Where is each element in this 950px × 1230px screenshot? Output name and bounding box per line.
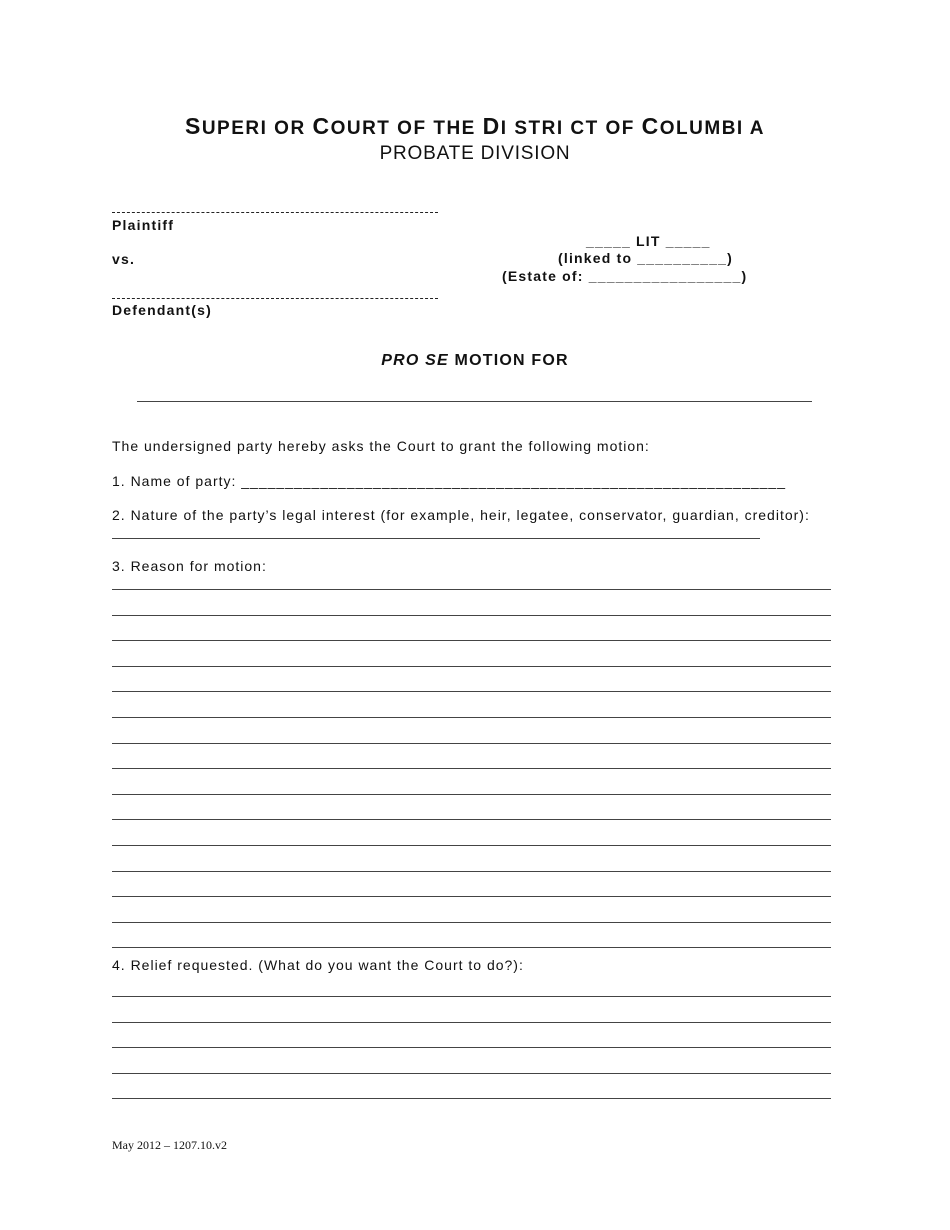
estate-of-field[interactable]: (Estate of: _________________) [502, 268, 748, 284]
plaintiff-label: Plaintiff [112, 217, 175, 233]
motion-title-field[interactable] [137, 401, 812, 402]
motion-for-label: MOTION FOR [448, 352, 569, 369]
title-part: OR [267, 118, 313, 139]
vs-label: vs. [112, 251, 136, 267]
reason-line[interactable] [112, 871, 831, 872]
relief-line[interactable] [112, 1098, 831, 1099]
party-name-item[interactable]: 1. Name of party: ______________________________________________________________ [112, 473, 787, 489]
reason-line[interactable] [112, 615, 831, 616]
reason-line[interactable] [112, 666, 831, 667]
reason-line[interactable] [112, 691, 831, 692]
relief-line[interactable] [112, 996, 831, 997]
title-part: DI STRI CT OF [482, 113, 642, 139]
reason-line[interactable] [112, 794, 831, 795]
reason-line[interactable] [112, 896, 831, 897]
reason-line[interactable] [112, 768, 831, 769]
reason-line[interactable] [112, 922, 831, 923]
motion-heading [0, 352, 950, 370]
title-part: SUPERI [184, 113, 268, 139]
relief-line[interactable] [112, 1047, 831, 1048]
reason-line[interactable] [112, 640, 831, 641]
reason-line[interactable] [112, 947, 831, 948]
division-subtitle: PROBATE DIVISION [379, 143, 571, 164]
defendant-label: Defendant(s) [112, 302, 212, 318]
reason-line[interactable] [112, 743, 831, 744]
reason-line[interactable] [112, 717, 831, 718]
court-title [0, 113, 950, 140]
legal-interest-field[interactable] [112, 538, 760, 539]
linked-to-field[interactable]: (linked to __________) [558, 250, 734, 266]
pro-se-label: PRO SE [381, 352, 449, 369]
reason-line[interactable] [112, 819, 831, 820]
relief-line[interactable] [112, 1073, 831, 1074]
defendant-name-field[interactable] [112, 298, 438, 299]
reason-label: 3. Reason for motion: [112, 558, 267, 574]
intro-text: The undersigned party hereby asks the Court to grant the following motion: [112, 438, 650, 454]
title-part: COLUMBI A [641, 113, 766, 139]
relief-line[interactable] [112, 1022, 831, 1023]
case-number-field[interactable]: _____ LIT _____ [586, 233, 711, 249]
relief-label: 4. Relief requested. (What do you want the Court to do?): [112, 957, 524, 973]
revision-footer: May 2012 – 1207.10.v2 [112, 1138, 227, 1152]
title-part: COURT OF THE [312, 113, 483, 139]
reason-line[interactable] [112, 845, 831, 846]
plaintiff-name-field[interactable] [112, 212, 438, 213]
legal-interest-item: 2. Nature of the party’s legal interest (for example, heir, legatee, conservator, guardian, creditor): [112, 507, 810, 523]
reason-line[interactable] [112, 589, 831, 590]
